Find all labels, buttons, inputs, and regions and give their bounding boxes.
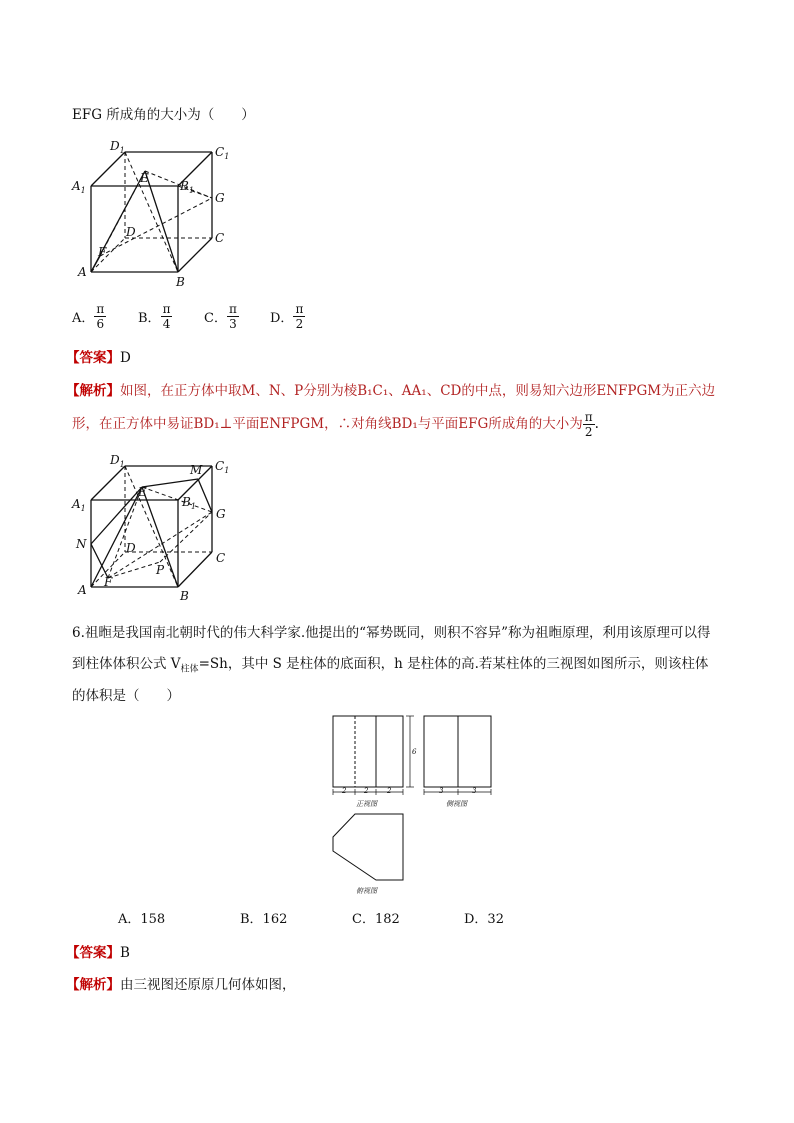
svg-text:俯视图: 俯视图 (356, 887, 377, 895)
svg-text:正视图: 正视图 (356, 800, 377, 808)
q6-option-d: D．32 (464, 912, 504, 927)
svg-text:C: C (215, 231, 225, 245)
svg-text:6: 6 (412, 748, 417, 756)
svg-text:A1: $A_1$ (72, 179, 86, 195)
q5-option-d: D． $\frac{\pi}{2}$ (270, 302, 304, 331)
svg-text:A1: $A_1$ (72, 497, 86, 513)
svg-text:B: B (180, 589, 189, 602)
svg-text:C1: $C_1$ (215, 145, 230, 161)
svg-text:2: 2 (387, 787, 392, 795)
q5-option-c: C． $\frac{\pi}{3}$ (204, 302, 237, 331)
q6-option-a: A．158 (118, 912, 166, 927)
answer-tag: 【答案】 (66, 350, 120, 366)
svg-text:F: F (104, 575, 113, 589)
q6-analysis: 【解析】由三视图还原原几何体如图， (66, 977, 296, 993)
svg-text:3: 3 (439, 787, 444, 795)
cube-figure-2 (70, 450, 240, 602)
svg-text:A: A (78, 583, 87, 597)
q6-option-b: B．162 (240, 912, 288, 927)
q6-stem-line1: 6.祖暅是我国南北朝时代的伟大科学家.他提出的“幂势既同，则积不容异”称为祖暅原理，利用该原理可以得 (72, 625, 711, 641)
svg-text:2: 2 (342, 787, 347, 795)
q5-stem-tail: EFG 所成角的大小为（ ） (72, 107, 255, 123)
svg-text:D1: $D_1$ (110, 453, 125, 469)
svg-text:C1: $C_1$ (215, 459, 230, 475)
svg-text:B: B (176, 275, 185, 288)
answer-value: D (120, 350, 131, 366)
q5-analysis-line2: 形，在正方体中易证BD₁⊥平面ENFPGM，∴对角线BD₁与平面EFG所成角的大小为 $\frac{\pi}{2}$ . (72, 410, 599, 439)
svg-text:E: E (140, 171, 149, 185)
svg-text:C: C (216, 551, 226, 565)
q6-answer: 【答案】B (66, 945, 130, 961)
q6-option-c: C．182 (352, 912, 400, 927)
svg-text:B1: $B_1$ (182, 495, 196, 511)
q5-option-b: B． $\frac{\pi}{4}$ (138, 302, 171, 331)
svg-text:M: M (190, 463, 203, 477)
q5-option-a: A． $\frac{\pi}{6}$ (72, 302, 105, 331)
q5-analysis-line1: 【解析】如图，在正方体中取M、N、P分别为棱B₁C₁、AA₁、CD的中点，则易知六边形ENFPGM为正六边 (66, 383, 716, 399)
svg-text:B1: $B_1$ (180, 179, 194, 195)
q6-stem-line3: 的体积是（ ） (72, 688, 180, 704)
svg-text:F: F (98, 245, 107, 259)
svg-text:A: A (78, 265, 87, 279)
svg-text:D: D (126, 541, 136, 555)
svg-text:2: 2 (364, 787, 369, 795)
svg-text:侧视图: 侧视图 (446, 800, 467, 808)
svg-text:D1: $D_1$ (110, 139, 125, 155)
svg-text:P: P (156, 563, 165, 577)
svg-text:G: G (215, 191, 225, 205)
svg-text:E: E (138, 485, 147, 499)
svg-text:D: D (126, 225, 136, 239)
cube-figure-1 (70, 138, 240, 288)
q6-stem-line2: 到柱体体积公式 $V_{柱体}=Sh$，其中 S 是柱体的底面积，h 是柱体的高.若某柱体的三视图如图所示，则该柱体 (72, 656, 709, 675)
three-views-figure (326, 712, 498, 900)
svg-text:G: G (216, 507, 226, 521)
svg-text:N: N (76, 537, 87, 551)
q5-answer (66, 346, 131, 366)
svg-text:3: 3 (472, 787, 477, 795)
